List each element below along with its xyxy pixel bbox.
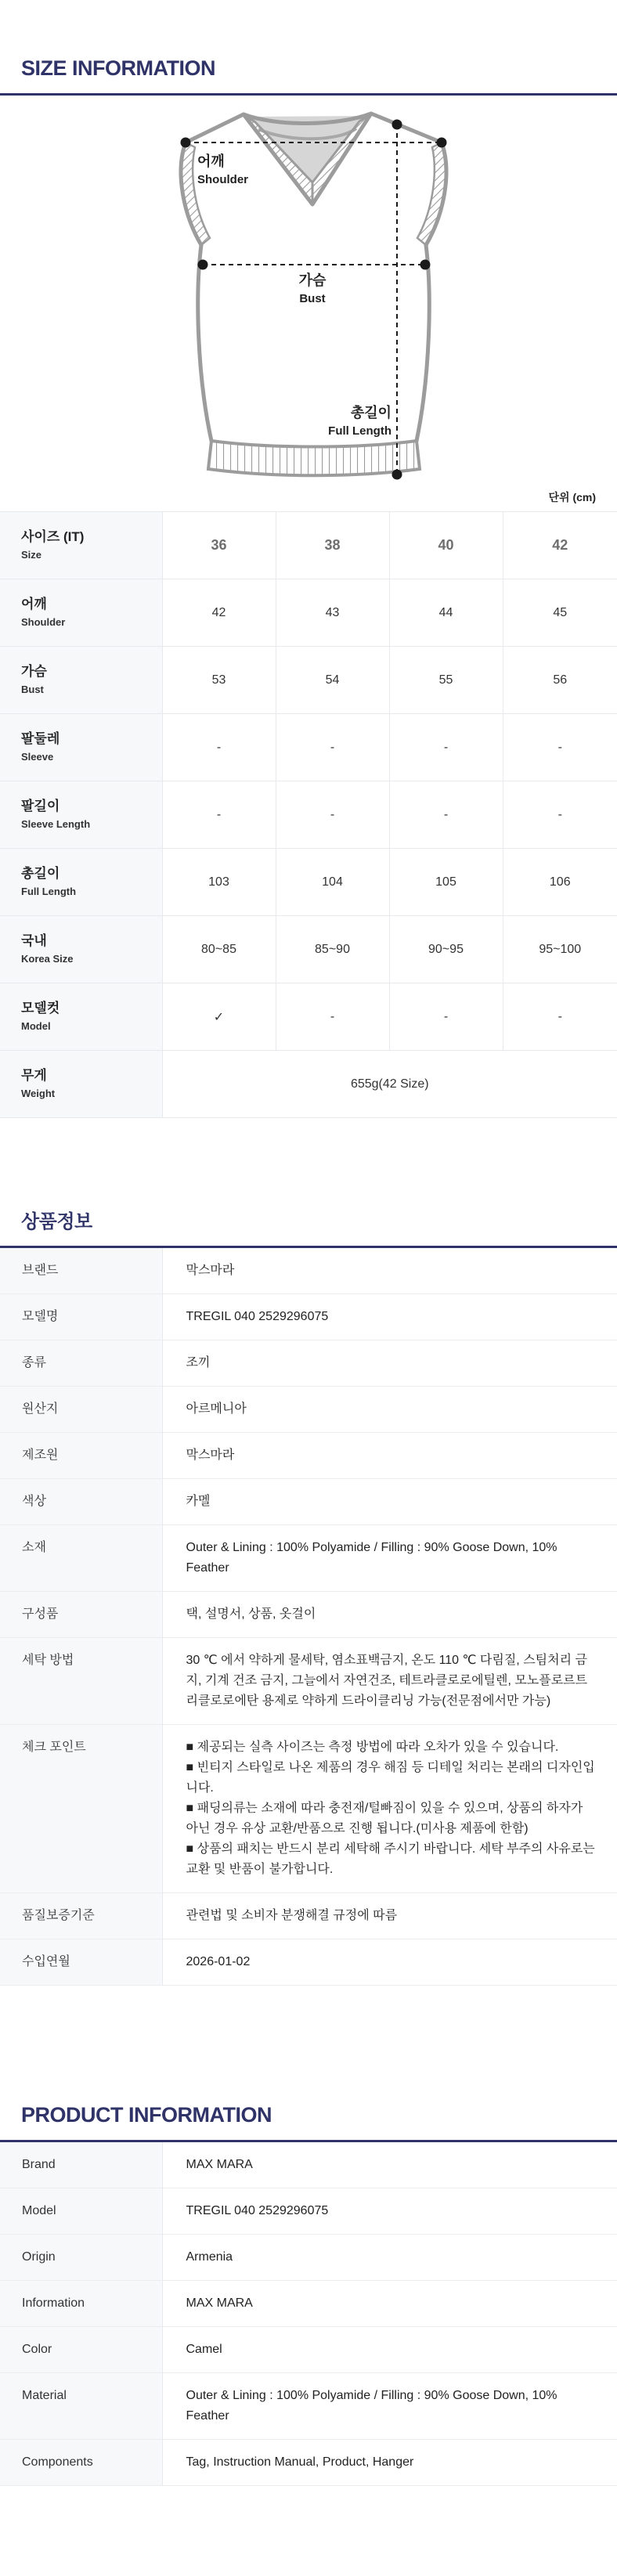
size-row-label [0, 512, 162, 579]
bust-left-dot [198, 260, 208, 270]
info-en-label: Model [0, 2188, 162, 2235]
size-cell: ✓ [162, 983, 276, 1051]
info-en-label: Color [0, 2327, 162, 2373]
size-table-row [0, 983, 617, 1051]
info-en-label: Information [0, 2281, 162, 2327]
size-row-label-en: Weight [21, 1088, 56, 1100]
info-en-label: Components [0, 2440, 162, 2486]
info-en-value: Armenia [186, 2250, 233, 2264]
info-en-row [0, 2235, 617, 2281]
size-row-label [0, 781, 162, 849]
info-kr-value: 택, 설명서, 상품, 옷걸이 [186, 1607, 316, 1621]
info-en-label: Brand [0, 2141, 162, 2188]
product-info-en-table [0, 2140, 617, 2486]
info-kr-label: 제조원 [0, 1433, 162, 1479]
info-kr-value: 조끼 [186, 1356, 211, 1369]
size-row-label [0, 849, 162, 916]
size-row-label-ko: 가슴 [21, 664, 47, 680]
size-cell: - [389, 983, 503, 1051]
info-kr-label: 원산지 [0, 1387, 162, 1433]
size-section-rule [0, 93, 617, 96]
info-kr-label: 품질보증기준 [0, 1893, 162, 1939]
bust-right-dot [420, 260, 431, 270]
size-cell: - [389, 781, 503, 849]
info-en-label: Material [0, 2373, 162, 2440]
size-row-label-en: Model [21, 1020, 51, 1033]
size-row-label-en: Korea Size [21, 953, 74, 965]
info-kr-value: 30 ℃ 에서 약하게 물세탁, 염소표백금지, 온도 110 ℃ 다림질, 스팀처리 금지, 기계 건조 금지, 그늘에서 자연건조, 테트라클로로에틸렌, 모노플로르트리클로로에탄 용제로 약하게 드라이클리닝 가능(전문점에서만 가능) [186, 1654, 588, 1708]
bust-label-en: Bust [299, 292, 326, 305]
size-table-row [0, 512, 617, 579]
product-info-en-title: PRODUCT INFORMATION [21, 2103, 272, 2127]
size-cell: 54 [276, 647, 389, 714]
size-cell: 90~95 [389, 916, 503, 983]
size-cell: 42 [552, 537, 568, 553]
info-kr-row [0, 1433, 617, 1479]
size-row-label [0, 579, 162, 647]
size-cell: 105 [389, 849, 503, 916]
info-kr-row [0, 1592, 617, 1638]
info-kr-label: 브랜드 [0, 1247, 162, 1294]
info-en-value: MAX MARA [186, 2296, 253, 2310]
bust-label-ko: 가슴 [298, 272, 327, 288]
size-cell: - [557, 807, 562, 821]
size-cell: 85~90 [276, 916, 389, 983]
info-en-row [0, 2440, 617, 2486]
size-cell: 45 [553, 605, 568, 619]
size-row-label-ko: 팔둘레 [21, 731, 60, 747]
units-note: 단위 (cm) [548, 491, 596, 503]
info-kr-row [0, 1939, 617, 1986]
size-table [0, 511, 617, 1118]
size-cell: 80~85 [162, 916, 276, 983]
info-en-value: Tag, Instruction Manual, Product, Hanger [186, 2455, 414, 2469]
info-kr-value: 카멜 [186, 1495, 211, 1508]
size-cell: 53 [162, 647, 276, 714]
size-table-row [0, 849, 617, 916]
info-kr-row [0, 1893, 617, 1939]
info-kr-label: 모델명 [0, 1294, 162, 1340]
size-cell: - [557, 1009, 562, 1023]
info-en-value: TREGIL 040 2529296075 [186, 2204, 329, 2217]
size-row-label [0, 983, 162, 1051]
size-row-label [0, 1051, 162, 1118]
size-cell: - [276, 781, 389, 849]
info-kr-value: 막스마라 [186, 1264, 235, 1277]
size-row-label-en: Bust [21, 684, 44, 696]
size-row-label-ko: 무게 [21, 1068, 47, 1084]
size-row-label-ko: 총길이 [21, 866, 60, 882]
size-cell: 36 [162, 512, 276, 579]
info-kr-row [0, 1479, 617, 1525]
size-cell: 55 [389, 647, 503, 714]
product-info-kr-title: 상품정보 [21, 1211, 92, 1232]
size-cell: - [557, 740, 562, 754]
ribbed-hem [208, 441, 420, 475]
info-kr-label: 종류 [0, 1340, 162, 1387]
full-length-top-dot [392, 120, 402, 130]
size-cell: - [162, 781, 276, 849]
info-kr-value: 아르메니아 [186, 1402, 247, 1416]
info-en-label: Origin [0, 2235, 162, 2281]
size-cell: 44 [389, 579, 503, 647]
size-cell: - [389, 714, 503, 781]
info-en-value: Outer & Lining : 100% Polyamide / Filling : 90% Goose Down, 10% Feather [186, 2389, 557, 2423]
info-kr-label: 수입연월 [0, 1939, 162, 1986]
info-kr-value-line: ■ 패딩의류는 소재에 따라 충전재/털빠짐이 있을 수 있으며, 상품의 하자가 아닌 경우 유상 교환/반품으로 진행 됩니다.(미사용 제품에 한함) [186, 1802, 583, 1835]
info-kr-value-line: ■ 제공되는 실측 사이즈는 측정 방법에 따라 오차가 있을 수 있습니다. [186, 1741, 559, 1754]
size-row-label-ko: 어깨 [21, 597, 47, 612]
info-kr-label: 색상 [0, 1479, 162, 1525]
size-row-label-en: Full Length [21, 886, 77, 898]
shoulder-label-ko: 어깨 [197, 153, 225, 169]
product-info-kr-table [0, 1246, 617, 1986]
size-row-label-ko: 팔길이 [21, 799, 60, 814]
size-row-label-en: Size [21, 549, 42, 561]
full-length-bottom-dot [392, 470, 402, 480]
info-kr-row [0, 1294, 617, 1340]
size-row-label [0, 647, 162, 714]
info-kr-value: 막스마라 [186, 1449, 235, 1462]
info-kr-row [0, 1340, 617, 1387]
info-en-row [0, 2327, 617, 2373]
size-table-row [0, 916, 617, 983]
size-row-label-ko: 국내 [21, 933, 47, 949]
size-table-row [0, 714, 617, 781]
info-en-row [0, 2141, 617, 2188]
info-en-row [0, 2281, 617, 2327]
size-cell: 103 [162, 849, 276, 916]
info-kr-row [0, 1387, 617, 1433]
size-cell: 104 [276, 849, 389, 916]
full-length-label-en: Full Length [328, 424, 391, 438]
info-kr-value: TREGIL 040 2529296075 [186, 1310, 329, 1323]
size-table-row [0, 1051, 617, 1118]
shoulder-label-en: Shoulder [197, 173, 249, 186]
size-table-row [0, 579, 617, 647]
info-kr-value-line: ■ 빈티지 스타일로 나온 제품의 경우 해짐 등 디테일 처리는 본래의 디자인입니다. [186, 1761, 595, 1795]
info-en-row [0, 2188, 617, 2235]
info-en-value: MAX MARA [186, 2158, 253, 2171]
vest-measurement-diagram [160, 106, 457, 486]
info-kr-row [0, 1525, 617, 1592]
size-cell: - [276, 714, 389, 781]
info-kr-label: 세탁 방법 [0, 1638, 162, 1725]
info-kr-value: Outer & Lining : 100% Polyamide / Filling : 90% Goose Down, 10% Feather [186, 1541, 557, 1575]
shoulder-left-dot [181, 138, 191, 148]
size-row-label-en: Sleeve [21, 751, 54, 763]
info-en-value: Camel [186, 2343, 222, 2356]
info-kr-label: 소재 [0, 1525, 162, 1592]
vest-diagram-svg [160, 106, 457, 482]
size-cell: - [276, 983, 389, 1051]
info-kr-value [162, 1725, 617, 1893]
info-kr-label: 구성품 [0, 1592, 162, 1638]
size-row-label-en: Sleeve Length [21, 818, 91, 831]
size-row-label-en: Shoulder [21, 616, 66, 629]
info-kr-value-line: ■ 상품의 패치는 반드시 분리 세탁해 주시기 바랍니다. 세탁 부주의 사유로는 교환 및 반품이 불가합니다. [186, 1842, 595, 1876]
size-cell: 56 [553, 673, 568, 687]
size-cell: 38 [276, 512, 389, 579]
size-row-label [0, 916, 162, 983]
size-cell: 43 [276, 579, 389, 647]
info-kr-row [0, 1247, 617, 1294]
size-cell: 40 [389, 512, 503, 579]
size-table-row [0, 647, 617, 714]
size-cell: 95~100 [539, 942, 582, 956]
shoulder-right-dot [437, 138, 447, 148]
info-en-row [0, 2373, 617, 2440]
size-row-label-ko: 모델컷 [21, 1001, 60, 1016]
size-section-title: SIZE INFORMATION [21, 56, 215, 80]
size-cell: - [162, 714, 276, 781]
info-kr-label: 체크 포인트 [0, 1725, 162, 1893]
size-cell: 42 [162, 579, 276, 647]
size-row-label-ko: 사이즈 (IT) [21, 529, 85, 545]
info-kr-value: 2026-01-02 [186, 1955, 251, 1968]
info-kr-row [0, 1638, 617, 1725]
full-length-label-ko: 총길이 [350, 405, 391, 420]
info-kr-value: 관련법 및 소비자 분쟁해결 규정에 따름 [186, 1909, 398, 1922]
size-cell: 655g(42 Size) [350, 1077, 429, 1091]
size-cell: 106 [549, 875, 571, 889]
size-table-row [0, 781, 617, 849]
size-row-label [0, 714, 162, 781]
info-kr-row [0, 1725, 617, 1893]
